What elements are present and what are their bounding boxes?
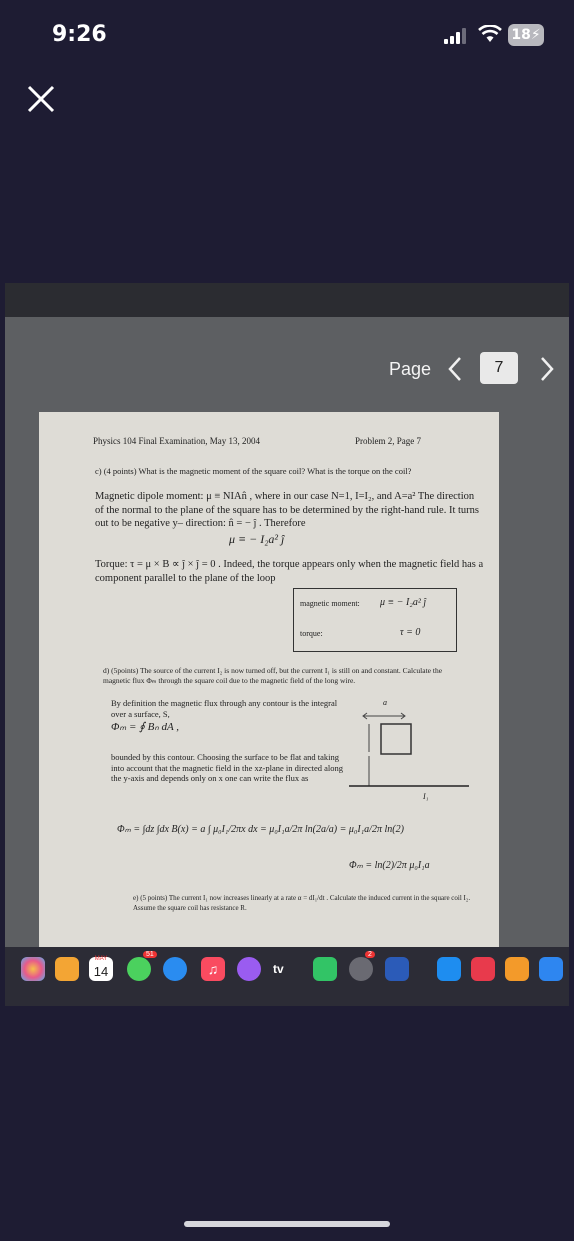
answer-box <box>293 588 457 652</box>
answer-label-torque: torque: <box>300 629 323 638</box>
page-label: Page <box>389 359 432 379</box>
status-bar <box>0 0 574 70</box>
diagram-label-i1: I₁ <box>423 792 429 801</box>
calendar-day: 14 <box>93 964 109 979</box>
answer-value-torque: τ = 0 <box>400 627 421 638</box>
formula-flux-def: Φₘ = ∮ Bₙ dA , <box>111 721 180 733</box>
word-app-icon[interactable] <box>385 957 409 981</box>
photos-app-icon[interactable] <box>21 957 45 981</box>
chevron-right-icon[interactable] <box>537 355 557 383</box>
close-icon[interactable] <box>26 84 56 114</box>
paragraph-flux-def: By definition the magnetic flux through any contour is the integral over a surface, S, <box>111 698 338 719</box>
question-c: c) (4 points) What is the magnetic moment of the square coil? What is the torque on the coil? <box>95 466 412 476</box>
dock <box>5 947 569 1006</box>
document-page <box>39 412 499 982</box>
wire-coil-diagram <box>349 694 479 804</box>
wifi-icon <box>478 25 502 43</box>
status-time: 9:26 <box>52 22 107 47</box>
page-navigation <box>5 317 569 377</box>
home-indicator[interactable] <box>184 1221 390 1227</box>
messages-app-icon[interactable] <box>127 951 154 981</box>
doc-header-right: Problem 2, Page 7 <box>355 436 421 446</box>
messages-badge: 51 <box>143 951 157 958</box>
doc-header-left: Physics 104 Final Examination, May 13, 2004 <box>93 436 260 446</box>
safari-app-icon[interactable] <box>163 957 187 981</box>
pages-app-icon[interactable] <box>55 957 79 981</box>
answer-label-moment: magnetic moment: <box>300 599 360 608</box>
apple-tv-label: tv <box>273 962 284 976</box>
music-app-icon[interactable]: ♫ <box>201 957 225 981</box>
question-d: d) (5points) The source of the current I₂ is now turned off, but the current I₁ is still on and constant. Calculate the magnetic flux Φₘ through the square coil due to the magnetic field of the long wire. <box>103 666 443 685</box>
books-app-icon[interactable] <box>505 957 529 981</box>
cellular-signal-icon <box>444 28 466 44</box>
chevron-left-icon[interactable] <box>445 355 465 383</box>
news-app-icon[interactable] <box>471 957 495 981</box>
page-number-field[interactable]: 7 <box>480 352 518 384</box>
calendar-month: MAY <box>94 956 108 962</box>
tv-app-icon[interactable] <box>273 957 307 981</box>
formula-moment: μ ≡ − I₂a² ĵ <box>229 532 285 546</box>
photo-top-band <box>5 283 569 317</box>
pdf-viewer <box>5 317 569 947</box>
mail-app-icon[interactable] <box>349 951 373 981</box>
photo-image <box>5 283 569 1006</box>
keynote-app-icon[interactable] <box>437 957 461 981</box>
podcasts-app-icon[interactable] <box>237 957 261 981</box>
paragraph-flux-setup: bounded by this contour. Choosing the surface to be flat and taking into account that the magnetic field in the xz-plane in directed along the y-axis and depends only on x one can write the flux as <box>111 752 344 783</box>
paragraph-torque: Torque: τ = μ × B ∝ ĵ × ĵ = 0 . Indeed, the torque appears only when the magnetic field has a component parallel to the plane of the loop <box>95 559 484 584</box>
battery-indicator: 18⚡ <box>508 24 544 46</box>
answer-value-moment: μ ≡ − I₂a² ĵ <box>380 597 427 608</box>
formula-flux-result: Φₘ = ln(2)/2π μ₀I₁a <box>349 860 430 871</box>
mail-badge: 2 <box>365 951 375 958</box>
paragraph-dipole: Magnetic dipole moment: μ ≡ NIAn̂ , where in our case N=1, I=I₂, and A=a² The direction of the normal to the plane of the square has to be determined by the right-hand rule. It turns out to be negative y– direction: n̂ = − ĵ . Therefore <box>95 491 480 529</box>
formula-flux-integral: Φₘ = ∫dz ∫dx B(x) = a ∫ μ₀I₁/2πx dx = μ₀I₁a/2π ln(2a/a) = μ₀I₁a/2π ln(2) <box>117 824 404 835</box>
app-store-icon[interactable] <box>539 957 563 981</box>
diagram-label-a: a <box>383 698 387 707</box>
question-e: e) (5 points) The current I₁ now increases linearly at a rate α = dI₁/dt . Calculate the induced current in the square coil I₂. Assume the square coil has resistance R. <box>133 894 471 912</box>
numbers-app-icon[interactable] <box>313 957 337 981</box>
calendar-app-icon[interactable] <box>89 957 113 981</box>
